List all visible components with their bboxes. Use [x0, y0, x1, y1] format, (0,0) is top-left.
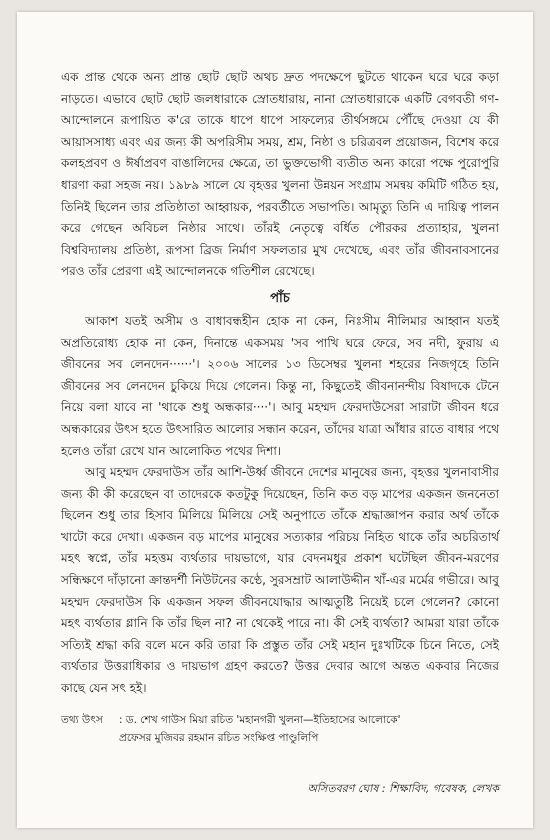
paragraph-1: এক প্রান্ত থেকে অন্য প্রান্ত ছোট ছোট অথচ দ্রুত পদক্ষেপে ছুটতে থাকেন ঘরে ঘরে কড়া নাড়তে। এভাবে ছোট ছোট জলধারাকে স্রোতধারায়, নানা স্রোতধারাকে একটি বেগবতী গণ-আন্দোলনে রূপায়িত ক'রে তাকে ধাপে ধাপে সাফল্যের তীর্থসঙ্গমে পৌঁছে দেওয়া যে কী আয়াসসাধ্য এবং এর জন্য কী অপরিসীম সময়, শ্রম, নিষ্ঠা ও চরিত্রবল প্রয়োজন, বিশেষ করে কলহপ্রবণ ও ঈর্ষাপ্রবণ বাঙালিদের ক্ষেত্রে, তা ভুক্তভোগী ব্যতীত অন্য কারো পক্ষে পুরোপুরি ধারণা করা সহজ নয়। ১৯৮৯ সালে যে বৃহত্তর খুলনা উন্নয়ন সংগ্রাম সমন্বয় কমিটি গঠিত হয়, তিনিই ছিলেন তার প্রতিষ্ঠাতা আহ্বায়ক, পরবর্তীতে সভাপতি। আমৃত্যু তিনি এ দায়িত্ব পালন করে গেছেন অবিচল নিষ্ঠার সাথে। তাঁরই নেতৃত্বে বর্ধিত পৌরকর প্রত্যাহার, খুলনা বিশ্ববিদ্যালয় প্রতিষ্ঠা, রূপসা ব্রিজ নির্মাণ সফলতার মুখ দেখেছে, এবং তাঁর জীবনাবসানের পরও তাঁর প্রেরণা এই আন্দোলনকে গতিশীল রেখেছে। — [61, 70, 499, 279]
source-label: তথ্য উৎস — [61, 713, 103, 726]
source-line-2: প্রফেসর মুজিবর রহমান রচিত সংক্ষিপ্ত পাণ্ডুলিপি — [119, 731, 319, 744]
paragraph-3: আবু মহম্মদ ফেরদাউস তাঁর আশি-উর্ধ্ব জীবনে দেশের মানুষের জন্য, বৃহত্তর খুলনাবাসীর জন্য কী কী করেছেন বা তাদেরকে কতটুকু দিয়েছেন, তিনি কত বড় মাপের একজন জননেতা ছিলেন শুধু তার হিসাব মিলিয়ে মিলিয়ে সেই অনুপাতে তাঁকে শ্রদ্ধাজ্ঞাপন করার অর্থ তাঁকে খাটো করে দেখা। একজন বড় মাপের মানুষের সত্যকার পরিচয় নিহিত থাকে তাঁর অচরিতার্থ মহৎ স্বপ্নে, তাঁর মহত্তম ব্যর্থতার দায়ভাগে, যার বেদনমধুর প্রকাশ ঘটেছিল জীবন-মরণের সন্ধিক্ষণে দাঁড়ানো ক্রান্তদর্শী নিউটনের কণ্ঠে, সুরসম্রাট আলাউদ্দীন খাঁ-এর মর্মের গভীরে। আবু মহম্মদ ফেরদাউস কি একজন সফল জীবনযোদ্ধার আত্মতুষ্টি নিয়েই চলে গেলেন? কোনো মহৎ ব্যর্থতার গ্লানি কি তাঁর ছিল না? না থেকেই পারে না। কী সেই ব্যর্থতা? আমরা যারা তাঁকে সত্যিই শ্রদ্ধা করি বলে মনে করি তারা কি প্রস্তুত তাঁর সেই মহান দুঃখটিকে চিনে নিতে, সেই ব্যর্থতার উত্তরাধিকার ও দায়ভাগ গ্রহণ করতে? উত্তর দেবার আগে অন্তত একবার নিজের কাছে যেন সৎ হই। — [61, 465, 499, 696]
paragraph-2: আকাশ যতই অসীম ও বাধাবন্ধহীন হোক না কেন, নিঃসীম নীলিমার আহ্বান যতই অপ্রতিরোধ্য হোক না কেন, দিনান্তে একসময় 'সব পাখি ঘরে ফেরে, সব নদী, ফুরায় এ জীবনের সব লেনদেন······'। ২০০৬ সালের ১৩ ডিসেম্বর খুলনা শহরের নিজগৃহে তিনি জীবনের সব লেনদেন চুকিয়ে দিয়ে গেলেন। কিন্তু না, কিছুতেই জীবনানন্দীয় বিষাদকে টেনে নিয়ে বলা যাবে না 'থাকে শুধু অন্ধকার····'। আবু মহম্মদ ফেরদাউসেরা সারাটা জীবন ধরে অন্ধকারের উৎস হতে উৎসারিত আলোর সন্ধান করেন, তাঁদের যাত্রা আঁধার রাতে বাধার পথে হলেও তাঁরা রেখে যান আলোকিত পথের দিশা। — [61, 313, 499, 458]
document-body — [61, 67, 499, 799]
source-notes — [61, 711, 499, 747]
author-credit: অসিতবরণ ঘোষ : শিক্ষাবিদ, গবেষক, লেখক — [307, 781, 499, 795]
source-line-1: : ড. শেখ গাউস মিয়া রচিত 'মহানগরী খুলনা—ইতিহাসের আলোকে' — [119, 713, 401, 726]
document-page — [17, 12, 533, 828]
section-heading: পাঁচ — [270, 290, 290, 306]
